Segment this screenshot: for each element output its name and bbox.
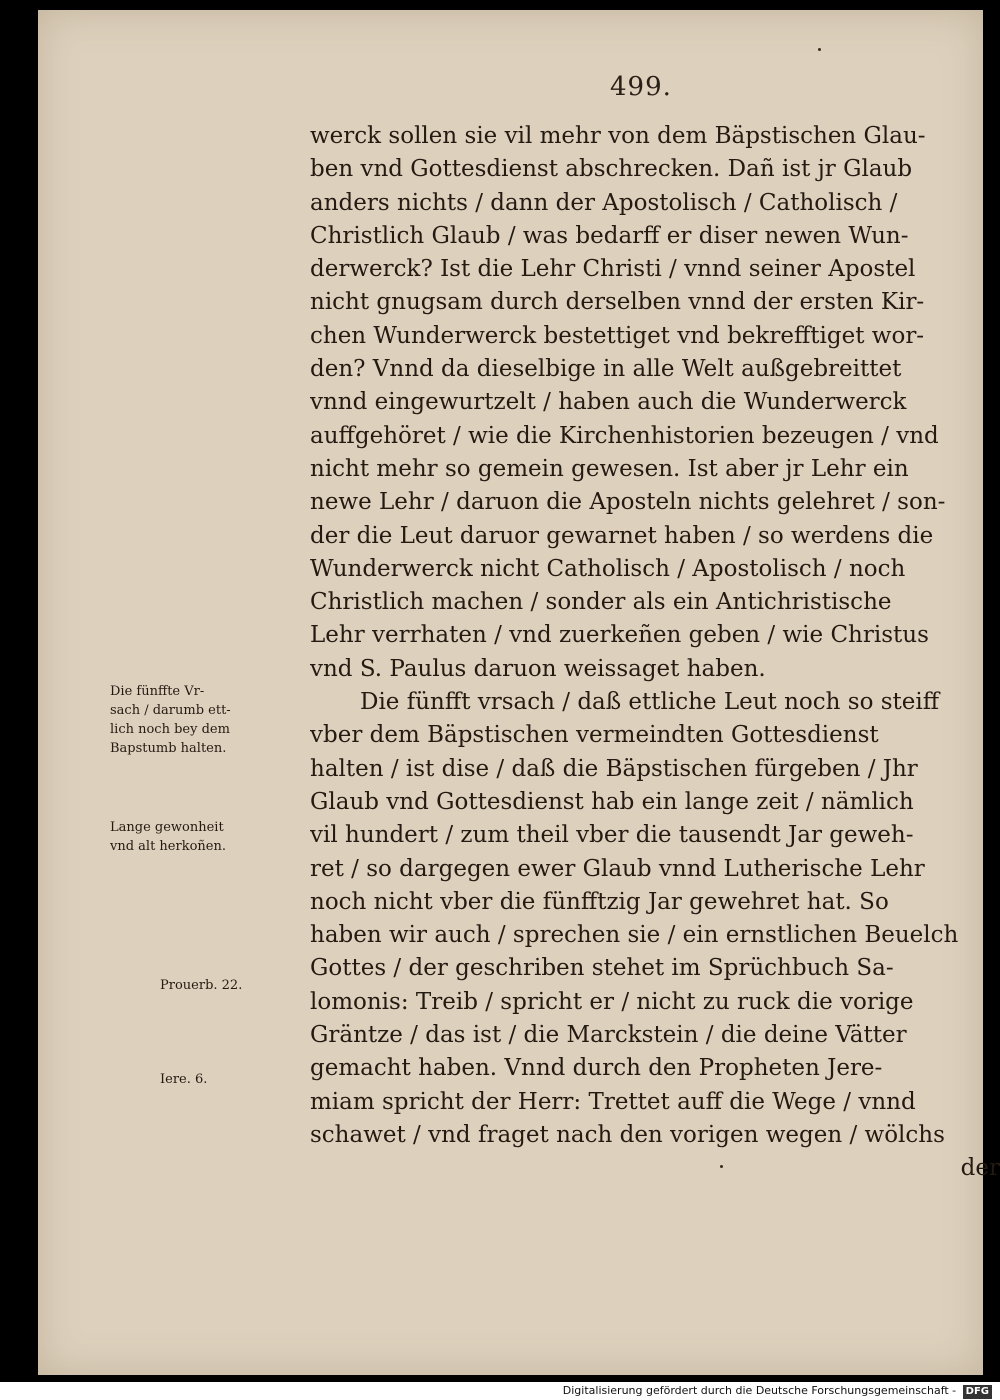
text-line: vnd S. Paulus daruon weissaget haben. — [310, 655, 766, 682]
margin-note-line: Prouerb. 22. — [160, 978, 243, 993]
text-line: vil hundert / zum theil vber die tausendt Jar geweh- — [310, 822, 914, 849]
text-line: chen Wunderwerck bestettiget vnd bekrefftiget wor- — [310, 322, 925, 349]
text-line: Gräntze / das ist / die Marckstein / die deine Vätter — [310, 1022, 907, 1049]
text-line: vber dem Bäpstischen vermeindten Gottesdienst — [310, 722, 879, 749]
dfg-logo: DFG — [963, 1385, 992, 1399]
body-text — [310, 120, 1000, 1186]
margin-note — [160, 976, 242, 995]
text-line: gemacht haben. Vnnd durch den Propheten Jere- — [310, 1055, 883, 1082]
footer-credit — [0, 1382, 1000, 1400]
text-line: newe Lehr / daruon die Aposteln nichts gelehret / son- — [310, 489, 946, 516]
text-line: anders nichts / dann der Apostolisch / Catholisch / — [310, 189, 898, 216]
document-page — [38, 10, 1000, 1375]
margin-note-line: Die fünffte Vr- — [110, 684, 205, 699]
text-line: den? Vnnd da dieselbige in alle Welt außgebreittet — [310, 356, 902, 383]
margin-note-line: lich noch bey dem — [110, 722, 230, 737]
text-line: nicht gnugsam durch derselben vnnd der ersten Kir- — [310, 289, 925, 316]
margin-note-line: sach / darumb ett- — [110, 703, 231, 718]
text-line: derwerck? Ist die Lehr Christi / vnnd seiner Apostel — [310, 256, 916, 283]
text-line: Gottes / der geschriben stehet im Sprüchbuch Sa- — [310, 955, 894, 982]
ink-speck — [818, 48, 821, 51]
page-number: 499. — [610, 72, 672, 102]
margin-note-line: vnd alt herkoñen. — [110, 839, 226, 854]
text-line: schawet / vnd fraget nach den vorigen wegen / wölchs — [310, 1121, 945, 1148]
margin-note — [110, 818, 226, 856]
text-line: auffgehöret / wie die Kirchenhistorien bezeugen / vnd — [310, 422, 939, 449]
margin-note-line: Iere. 6. — [160, 1072, 208, 1087]
text-line: Wunderwerck nicht Catholisch / Apostolisch / noch — [310, 555, 906, 582]
footer-text: Digitalisierung gefördert durch die Deutsche Forschungsgemeinschaft - — [562, 1384, 957, 1397]
text-line: ret / so dargegen ewer Glaub vnnd Lutherische Lehr — [310, 855, 925, 882]
ink-speck — [720, 1165, 723, 1168]
text-line: Die fünfft vrsach / daß ettliche Leut noch so steiff — [360, 689, 940, 716]
catchword: der — [960, 1155, 1000, 1182]
margin-note — [110, 682, 231, 758]
text-line: vnnd eingewurtzelt / haben auch die Wunderwerck — [310, 389, 907, 416]
text-line: haben wir auch / sprechen sie / ein ernstlichen Beuelch — [310, 922, 959, 949]
text-line: Lehr verrhaten / vnd zuerkeñen geben / wie Christus — [310, 622, 929, 649]
text-line: Christlich machen / sonder als ein Antichristische — [310, 589, 892, 616]
text-line: Glaub vnd Gottesdienst hab ein lange zeit / nämlich — [310, 788, 914, 815]
margin-note — [160, 1070, 207, 1089]
text-line: Christlich Glaub / was bedarff er diser newen Wun- — [310, 222, 909, 249]
text-line: der die Leut daruor gewarnet haben / so werdens die — [310, 522, 934, 549]
text-line: lomonis: Treib / spricht er / nicht zu ruck die vorige — [310, 988, 914, 1015]
margin-note-line: Lange gewonheit — [110, 820, 224, 835]
text-line: ben vnd Gottesdienst abschrecken. Dañ ist jr Glaub — [310, 156, 913, 183]
text-line: halten / ist dise / daß die Bäpstischen fürgeben / Jhr — [310, 755, 918, 782]
margin-note-line: Bapstumb halten. — [110, 741, 227, 756]
text-line: noch nicht vber die fünfftzig Jar gewehret hat. So — [310, 888, 889, 915]
text-line: miam spricht der Herr: Trettet auff die Wege / vnnd — [310, 1088, 916, 1115]
text-line: werck sollen sie vil mehr von dem Bäpstischen Glau- — [310, 123, 926, 149]
text-line: nicht mehr so gemein gewesen. Ist aber jr Lehr ein — [310, 455, 909, 482]
